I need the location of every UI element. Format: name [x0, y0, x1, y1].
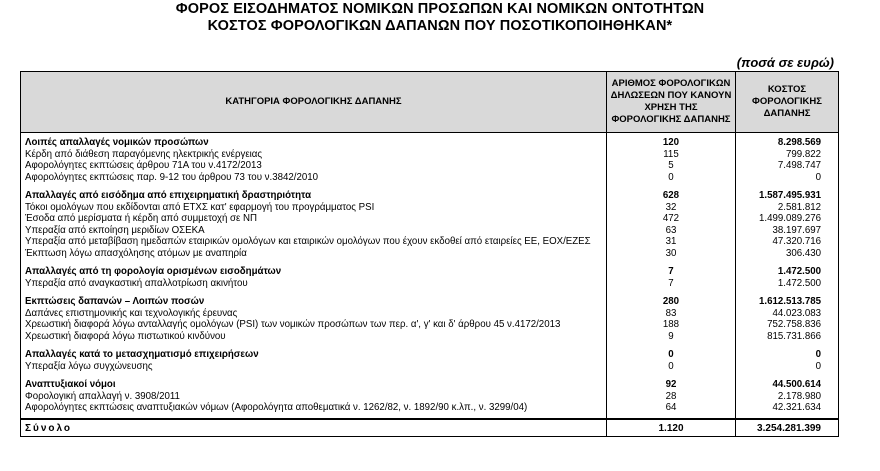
row-label: Χρεωστική διαφορά λόγω πιστωτικού κινδύνου	[21, 331, 607, 343]
row-label: Υπεραξία από αναγκαστική απαλλοτρίωση ακινήτου	[21, 278, 607, 290]
row-count: 628	[607, 187, 736, 202]
row-count: 64	[607, 402, 736, 414]
row-cost: 1.587.495.931	[736, 187, 839, 202]
group-row	[21, 133, 839, 149]
row-count: 0	[607, 361, 736, 373]
table-row	[21, 319, 839, 331]
row-label: Απαλλαγές κατά το μετασχηματισμό επιχειρήσεων	[21, 346, 607, 361]
row-label: Αφορολόγητες εκπτώσεις παρ. 9-12 του άρθρου 73 του ν.3842/2010	[21, 172, 607, 184]
total-label: Σύνολο	[21, 419, 607, 437]
row-cost: 306.430	[736, 248, 839, 260]
table-body	[21, 133, 839, 419]
group-row	[21, 346, 839, 361]
row-label: Αφορολόγητες εκπτώσεις αναπτυξιακών νόμων (Αφορολόγητα αποθεματικά ν. 1262/82, ν. 1892/90 κ.λπ., ν. 3299/04)	[21, 402, 607, 414]
tax-expenditure-table	[20, 71, 839, 437]
row-cost: 8.298.569	[736, 133, 839, 149]
row-cost: 0	[736, 361, 839, 373]
group-row	[21, 187, 839, 202]
row-count: 280	[607, 293, 736, 308]
total-cost: 3.254.281.399	[736, 419, 839, 437]
header-cost: ΚΟΣΤΟΣ ΦΟΡΟΛΟΓΙΚΗΣ ΔΑΠΑΝΗΣ	[736, 72, 839, 133]
row-label: Φορολογική απαλλαγή ν. 3908/2011	[21, 391, 607, 403]
row-count: 472	[607, 213, 736, 225]
row-cost: 7.498.747	[736, 160, 839, 172]
row-label: Τόκοι ομολόγων που εκδίδονται από ΕΤΧΣ κατ' εφαρμογή του προγράμματος PSI	[21, 202, 607, 214]
row-count: 9	[607, 331, 736, 343]
row-label: Χρεωστική διαφορά λόγω ανταλλαγής ομολόγων (PSI) των νομικών προσώπων των περ. α', γ' και δ' άρθρου 45 ν.4172/2013	[21, 319, 607, 331]
row-label: Έσοδα από μερίσματα ή κέρδη από συμμετοχή σε ΝΠ	[21, 213, 607, 225]
table-row	[21, 331, 839, 343]
row-label: Αναπτυξιακοί νόμοι	[21, 376, 607, 391]
table-row	[21, 213, 839, 225]
page-title-line-1: ΦΟΡΟΣ ΕΙΣΟΔΗΜΑΤΟΣ ΝΟΜΙΚΩΝ ΠΡΟΣΩΠΩΝ ΚΑΙ ΝΟΜΙΚΩΝ ΟΝΤΟΤΗΤΩΝ	[175, 1, 705, 17]
row-count: 188	[607, 319, 736, 331]
row-cost: 47.320.716	[736, 236, 839, 248]
group-row	[21, 376, 839, 391]
row-cost: 2.581.812	[736, 202, 839, 214]
row-cost: 1.499.089.276	[736, 213, 839, 225]
row-cost: 1.472.500	[736, 263, 839, 278]
header-category: ΚΑΤΗΓΟΡΙΑ ΦΟΡΟΛΟΓΙΚΗΣ ΔΑΠΑΝΗΣ	[21, 72, 607, 133]
table-row	[21, 248, 839, 260]
table-row	[21, 402, 839, 414]
row-cost: 38.197.697	[736, 225, 839, 237]
row-count: 63	[607, 225, 736, 237]
row-label: Υπεραξία λόγω συγχώνευσης	[21, 361, 607, 373]
total-row	[21, 419, 839, 437]
table-row	[21, 160, 839, 172]
total-count: 1.120	[607, 419, 736, 437]
group-row	[21, 293, 839, 308]
unit-note: (ποσά σε ευρώ)	[736, 55, 834, 70]
row-cost: 1.612.513.785	[736, 293, 839, 308]
row-cost: 44.500.614	[736, 376, 839, 391]
row-count: 83	[607, 308, 736, 320]
row-label: Υπεραξία από μεταβίβαση ημεδαπών εταιρικών ομολόγων και εταιρικών ομολόγων που έχουν εκδοθεί από εταιρείες ΕΕ, ΕΟΧ/ΕΖΕΣ	[21, 236, 607, 248]
row-cost: 0	[736, 172, 839, 184]
row-count: 0	[607, 346, 736, 361]
table-row	[21, 278, 839, 290]
row-label: Έκπτωση λόγω απασχόλησης ατόμων με αναπηρία	[21, 248, 607, 260]
row-cost: 752.758.836	[736, 319, 839, 331]
row-cost: 2.178.980	[736, 391, 839, 403]
table-row	[21, 236, 839, 248]
row-label: Απαλλαγές από εισόδημα από επιχειρηματική δραστηριότητα	[21, 187, 607, 202]
table-row	[21, 391, 839, 403]
row-count: 32	[607, 202, 736, 214]
row-label: Εκπτώσεις δαπανών – Λοιπών ποσών	[21, 293, 607, 308]
table-row	[21, 308, 839, 320]
row-count: 30	[607, 248, 736, 260]
row-count: 5	[607, 160, 736, 172]
table-row	[21, 225, 839, 237]
row-label: Υπεραξία από εκποίηση μεριδίων ΟΣΕΚΑ	[21, 225, 607, 237]
row-label: Απαλλαγές από τη φορολογία ορισμένων εισοδημάτων	[21, 263, 607, 278]
row-label: Λοιπές απαλλαγές νομικών προσώπων	[21, 133, 607, 149]
row-label: Δαπάνες επιστημονικής και τεχνολογικής έρευνας	[21, 308, 607, 320]
row-count: 28	[607, 391, 736, 403]
row-cost: 799.822	[736, 149, 839, 161]
header-count: ΑΡΙΘΜΟΣ ΦΟΡΟΛΟΓΙΚΩΝ ΔΗΛΩΣΕΩΝ ΠΟΥ ΚΑΝΟΥΝ ΧΡΗΣΗ ΤΗΣ ΦΟΡΟΛΟΓΙΚΗΣ ΔΑΠΑΝΗΣ	[607, 72, 736, 133]
row-cost: 42.321.634	[736, 402, 839, 414]
row-count: 7	[607, 263, 736, 278]
table-row	[21, 149, 839, 161]
row-count: 115	[607, 149, 736, 161]
row-count: 120	[607, 133, 736, 149]
row-count: 92	[607, 376, 736, 391]
row-count: 7	[607, 278, 736, 290]
row-cost: 815.731.866	[736, 331, 839, 343]
row-count: 0	[607, 172, 736, 184]
row-cost: 0	[736, 346, 839, 361]
row-count: 31	[607, 236, 736, 248]
row-label: Κέρδη από διάθεση παραγόμενης ηλεκτρικής ενέργειας	[21, 149, 607, 161]
group-row	[21, 263, 839, 278]
table-header-row	[21, 72, 839, 133]
table-row	[21, 361, 839, 373]
row-label: Αφορολόγητες εκπτώσεις άρθρου 71Α του ν.4172/2013	[21, 160, 607, 172]
table-row	[21, 172, 839, 184]
table-row	[21, 202, 839, 214]
row-cost: 1.472.500	[736, 278, 839, 290]
page-title-line-2: ΚΟΣΤΟΣ ΦΟΡΟΛΟΓΙΚΩΝ ΔΑΠΑΝΩΝ ΠΟΥ ΠΟΣΟΤΙΚΟΠΟΙΗΘΗΚΑΝ*	[207, 18, 673, 34]
row-cost: 44.023.083	[736, 308, 839, 320]
